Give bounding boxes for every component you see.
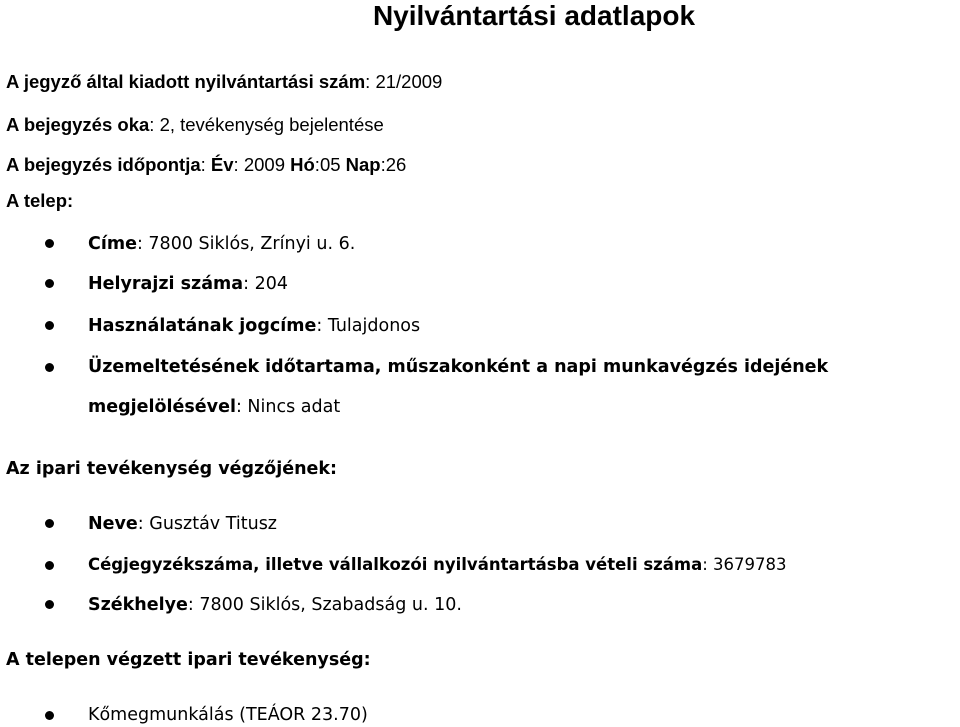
item-value: Nincs adat [247,397,341,417]
bullet-icon [45,561,54,570]
bullet-icon [45,321,54,330]
bullet-icon [45,363,54,372]
list-item: Székhelye: 7800 Siklós, Szabadság u. 10. [88,595,462,615]
year-value: 2009 [243,154,285,175]
day-value: 26 [385,154,407,175]
entry-date-label-1: A bejegyzés [6,154,113,175]
item-label: Székhelye [88,595,188,615]
item-label: Neve [88,514,138,534]
entry-date-row: A bejegyzés időpontja: Év: 2009 Hó:05 Nap:26 [6,154,407,175]
operator-heading: Az ipari tevékenység végzőjének: [6,459,338,479]
list-item: Cégjegyzékszáma, illetve vállalkozói nyilvántartásba vételi száma: 3679783 [88,555,787,574]
entry-reason-value: 2, tevékenység bejelentése [159,114,384,135]
item-value: Gusztáv Titusz [149,514,277,534]
item-label: Cégjegyzékszáma, illetve vállalkozói nyilvántartásba vételi száma [88,555,703,574]
bullet-icon [45,239,54,248]
item-value: 3679783 [713,555,787,574]
bullet-icon [45,279,54,288]
item-value: 204 [254,274,288,294]
item-label: Helyrajzi száma [88,274,244,294]
list-item: Címe: 7800 Siklós, Zrínyi u. 6. [88,234,356,254]
item-value: Tulajdonos [327,316,421,336]
entry-reason-label-1: A bejegyzés [6,114,113,135]
bullet-icon [45,519,54,528]
bullet-icon [45,600,54,609]
site-heading: A telep: [6,190,74,211]
registry-number-label: A jegyző által kiadott nyilvántartási szám [6,71,366,92]
month-label: Hó [290,154,315,175]
item-label: Címe [88,234,137,254]
registry-number-row: A jegyző által kiadott nyilvántartási szám: 21/2009 [6,71,443,92]
item-label: megjelölésével [88,397,236,417]
item-label: Használatának jogcíme [88,316,317,336]
list-item: Használatának jogcíme: Tulajdonos [88,316,421,336]
registry-number-value: 21/2009 [375,71,443,92]
list-item-line-2: megjelölésével: Nincs adat [88,397,341,417]
day-label: Nap [345,154,381,175]
entry-date-label-2: időpontja [117,154,201,175]
item-value: 7800 Siklós, Zrínyi u. 6. [148,234,356,254]
list-item: Helyrajzi száma: 204 [88,274,288,294]
list-item: Kőmegmunkálás (TEÁOR 23.70) [88,705,368,725]
bullet-icon [45,711,54,720]
entry-reason-row: A bejegyzés oka: 2, tevékenység bejelentése [6,114,384,135]
activity-heading: A telepen végzett ipari tevékenység: [6,650,371,670]
page-title: Nyilvántartási adatlapok [372,0,696,31]
list-item: Neve: Gusztáv Titusz [88,514,277,534]
year-label: Év [210,154,234,175]
entry-reason-label-2: oka [117,114,150,135]
item-value: 7800 Siklós, Szabadság u. 10. [199,595,462,615]
list-item-line-1: Üzemeltetésének időtartama, műszakonként a napi munkavégzés idejének [88,357,829,377]
month-value: 05 [319,154,341,175]
